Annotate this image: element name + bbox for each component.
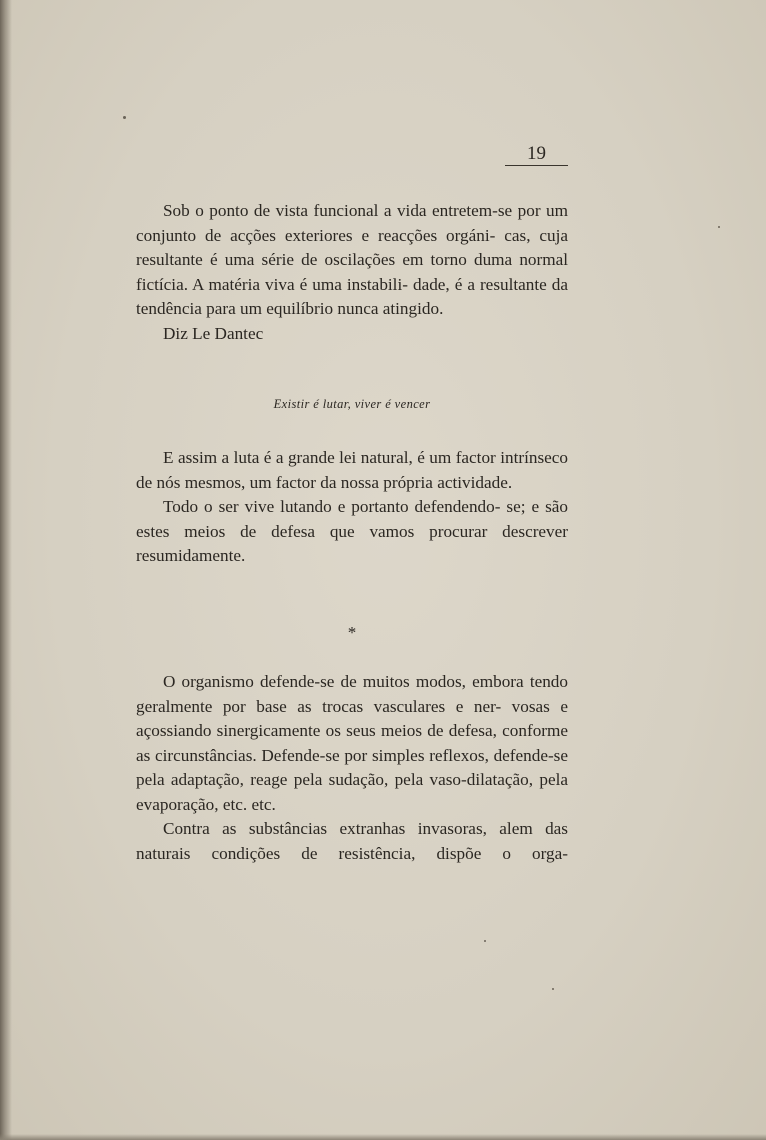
line: Sob o ponto de vista funcional a vida entretem-se (163, 201, 513, 220)
line: defesa, conforme as circunstâncias. Defende-se por (136, 721, 569, 765)
section-separator: * (347, 623, 357, 642)
paper-speck (718, 226, 720, 228)
line: actividade. (437, 472, 513, 492)
paragraph-le-dantec: Diz Le Dantec (163, 323, 264, 343)
line: por um conjunto de acções exteriores e reacções orgáni- (136, 201, 569, 245)
paragraph-organism (136, 670, 568, 817)
paragraph-invaders (136, 817, 568, 866)
body-text-middle (136, 446, 568, 569)
paragraph-defense (136, 495, 568, 569)
line: O organismo defende-se de muitos modos, embora (163, 672, 524, 691)
quote: Existir é lutar, viver é vencer (273, 397, 431, 411)
line: etc. etc. (222, 794, 276, 814)
line: pela sudação, pela vaso-dilatação, pela evaporação, (136, 770, 568, 814)
line: nunca atingido. (337, 299, 444, 318)
line: Todo o ser vive lutando e portanto defendendo- (163, 497, 501, 516)
paper-speck (123, 116, 126, 119)
line: se; e são estes meios de defesa que vamos procurar (136, 497, 568, 541)
line: tendo geralmente por base as trocas vasculares e ner- (136, 672, 568, 716)
page-bottom-edge (0, 1134, 766, 1140)
line: E assim a luta é a grande lei natural, é um factor (163, 448, 496, 467)
paragraph-struggle (136, 446, 568, 495)
page-number: 19 (505, 143, 568, 166)
paper-speck (484, 940, 486, 942)
line: das naturais condições de resistência, dispõe o orga- (136, 819, 568, 863)
line: descrever resumidamente. (136, 521, 568, 565)
line: dade, é a resultante da tendência para um equilíbrio (136, 274, 568, 318)
line: vosas e açossiando sinergicamente os seus meios de (136, 696, 568, 740)
line: duma normal fictícia. A matéria viva é uma instabili- (136, 250, 569, 294)
page-edge-shadow (0, 0, 12, 1140)
line: intrínseco de nós mesmos, um factor da nossa própria (136, 448, 569, 492)
body-text-lower (136, 670, 568, 866)
paragraph-functional-view (136, 199, 568, 322)
line: Contra as substâncias extranhas invasoras, alem (163, 819, 533, 838)
line: simples reflexos, defende-se pela adaptação, reage (136, 745, 569, 789)
body-text-upper (136, 199, 568, 346)
paper-speck (552, 988, 554, 990)
line: cas, cuja resultante é uma série de oscilações em torno (136, 225, 569, 269)
